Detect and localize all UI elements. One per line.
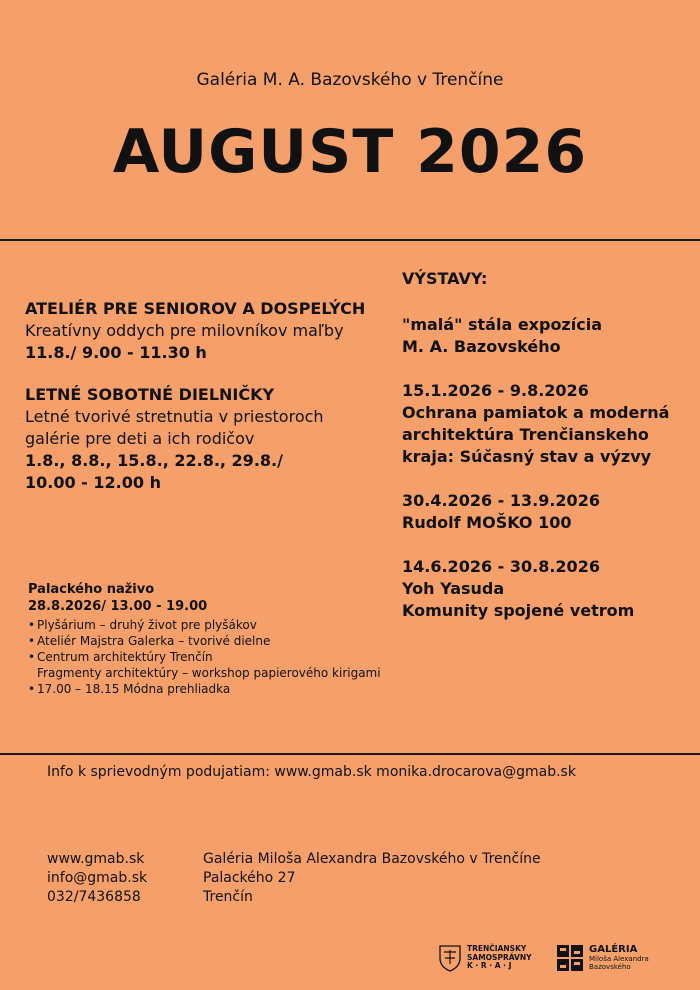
exhibition-title: Komunity spojené vetrom <box>402 601 635 620</box>
logo-text-line: SAMOSPRÁVNY <box>467 952 532 962</box>
list-item: • Ateliér Majstra Galerka – tvorivé dielne <box>28 633 408 649</box>
website-link[interactable]: www.gmab.sk <box>47 851 145 867</box>
workshop-date: 1.8., 8.8., 15.8., 22.8., 29.8./ <box>25 451 283 470</box>
exhibitions-heading: VÝSTAVY: <box>402 269 488 288</box>
workshop-description: Kreatívny oddych pre milovníkov maľby <box>25 321 344 340</box>
list-item: • 17.00 – 18.15 Módna prehliadka <box>28 681 408 697</box>
exhibition-dates: 30.4.2026 - 13.9.2026 <box>402 491 600 510</box>
logo-title: GALÉRIA <box>589 944 638 955</box>
exhibition-title: Ochrana pamiatok a moderná <box>402 403 670 422</box>
logo-text-line: Bazovského <box>589 963 631 971</box>
exhibition-title: kraja: Súčasný stav a výzvy <box>402 447 652 466</box>
address-block <box>203 850 541 907</box>
workshops-column <box>25 298 385 514</box>
list-item-continuation: Fragmenty architektúry – workshop papierového kirigami <box>37 666 381 680</box>
exhibition-title: Rudolf MOŠKO 100 <box>402 513 572 532</box>
exhibition-title: Yoh Yasuda <box>402 579 505 598</box>
exhibition-item <box>402 556 692 622</box>
gallery-logo <box>556 942 666 974</box>
workshop-seniors <box>25 298 385 364</box>
list-item <box>28 649 408 681</box>
gallery-subtitle: Galéria M. A. Bazovského v Trenčíne <box>196 70 504 90</box>
logo-text-line: K · R · A · J <box>467 961 512 970</box>
email-link[interactable]: info@gmab.sk <box>47 870 148 886</box>
exhibition-item <box>402 490 692 534</box>
exhibition-item <box>402 314 692 358</box>
address-city: Trenčín <box>203 889 253 905</box>
gmab-mark-icon <box>556 944 584 972</box>
address-name: Galéria Miloša Alexandra Bazovského v Trenčíne <box>203 851 541 867</box>
contact-block <box>47 850 147 907</box>
workshop-description: galérie pre deti a ich rodičov <box>25 429 255 448</box>
bottom-divider <box>0 753 700 755</box>
event-title: Palackého naživo <box>28 582 155 597</box>
workshop-summer <box>25 384 385 494</box>
workshop-time: 10.00 - 12.00 h <box>25 473 161 492</box>
event-date: 28.8.2026/ 13.00 - 19.00 <box>28 599 208 614</box>
coat-of-arms-icon <box>438 944 462 972</box>
exhibition-dates: 15.1.2026 - 9.8.2026 <box>402 381 589 400</box>
address-street: Palackého 27 <box>203 870 296 886</box>
workshop-description: Letné tvorivé stretnutia v priestoroch <box>25 407 324 426</box>
top-divider <box>0 239 700 241</box>
exhibition-title: architektúra Trenčianskeho <box>402 425 649 444</box>
list-item-label: Centrum architektúry Trenčín <box>37 650 213 664</box>
exhibition-title: "malá" stála expozícia <box>402 315 602 334</box>
list-item: • Plyšárium – druhý život pre plyšákov <box>28 617 408 633</box>
event-program-list <box>28 617 408 697</box>
region-logo <box>438 942 538 974</box>
info-line: Info k sprievodným podujatiam: www.gmab.sk monika.drocarova@gmab.sk <box>47 764 576 780</box>
exhibition-item <box>402 380 692 468</box>
logo-text-line: TRENČIANSKY <box>467 944 527 953</box>
phone-number: 032/7436858 <box>47 889 141 905</box>
exhibition-title: M. A. Bazovského <box>402 337 561 356</box>
exhibition-dates: 14.6.2026 - 30.8.2026 <box>402 557 600 576</box>
workshop-heading: LETNÉ SOBOTNÉ DIELNIČKY <box>25 385 275 404</box>
page-title: AUGUST 2026 <box>112 117 588 187</box>
workshop-heading: ATELIÉR PRE SENIOROV A DOSPELÝCH <box>25 299 366 318</box>
exhibitions-column <box>402 268 692 644</box>
event-palackeho <box>28 581 408 697</box>
workshop-date: 11.8./ 9.00 - 11.30 h <box>25 343 207 362</box>
logo-text-line: Miloša Alexandra <box>589 955 649 963</box>
